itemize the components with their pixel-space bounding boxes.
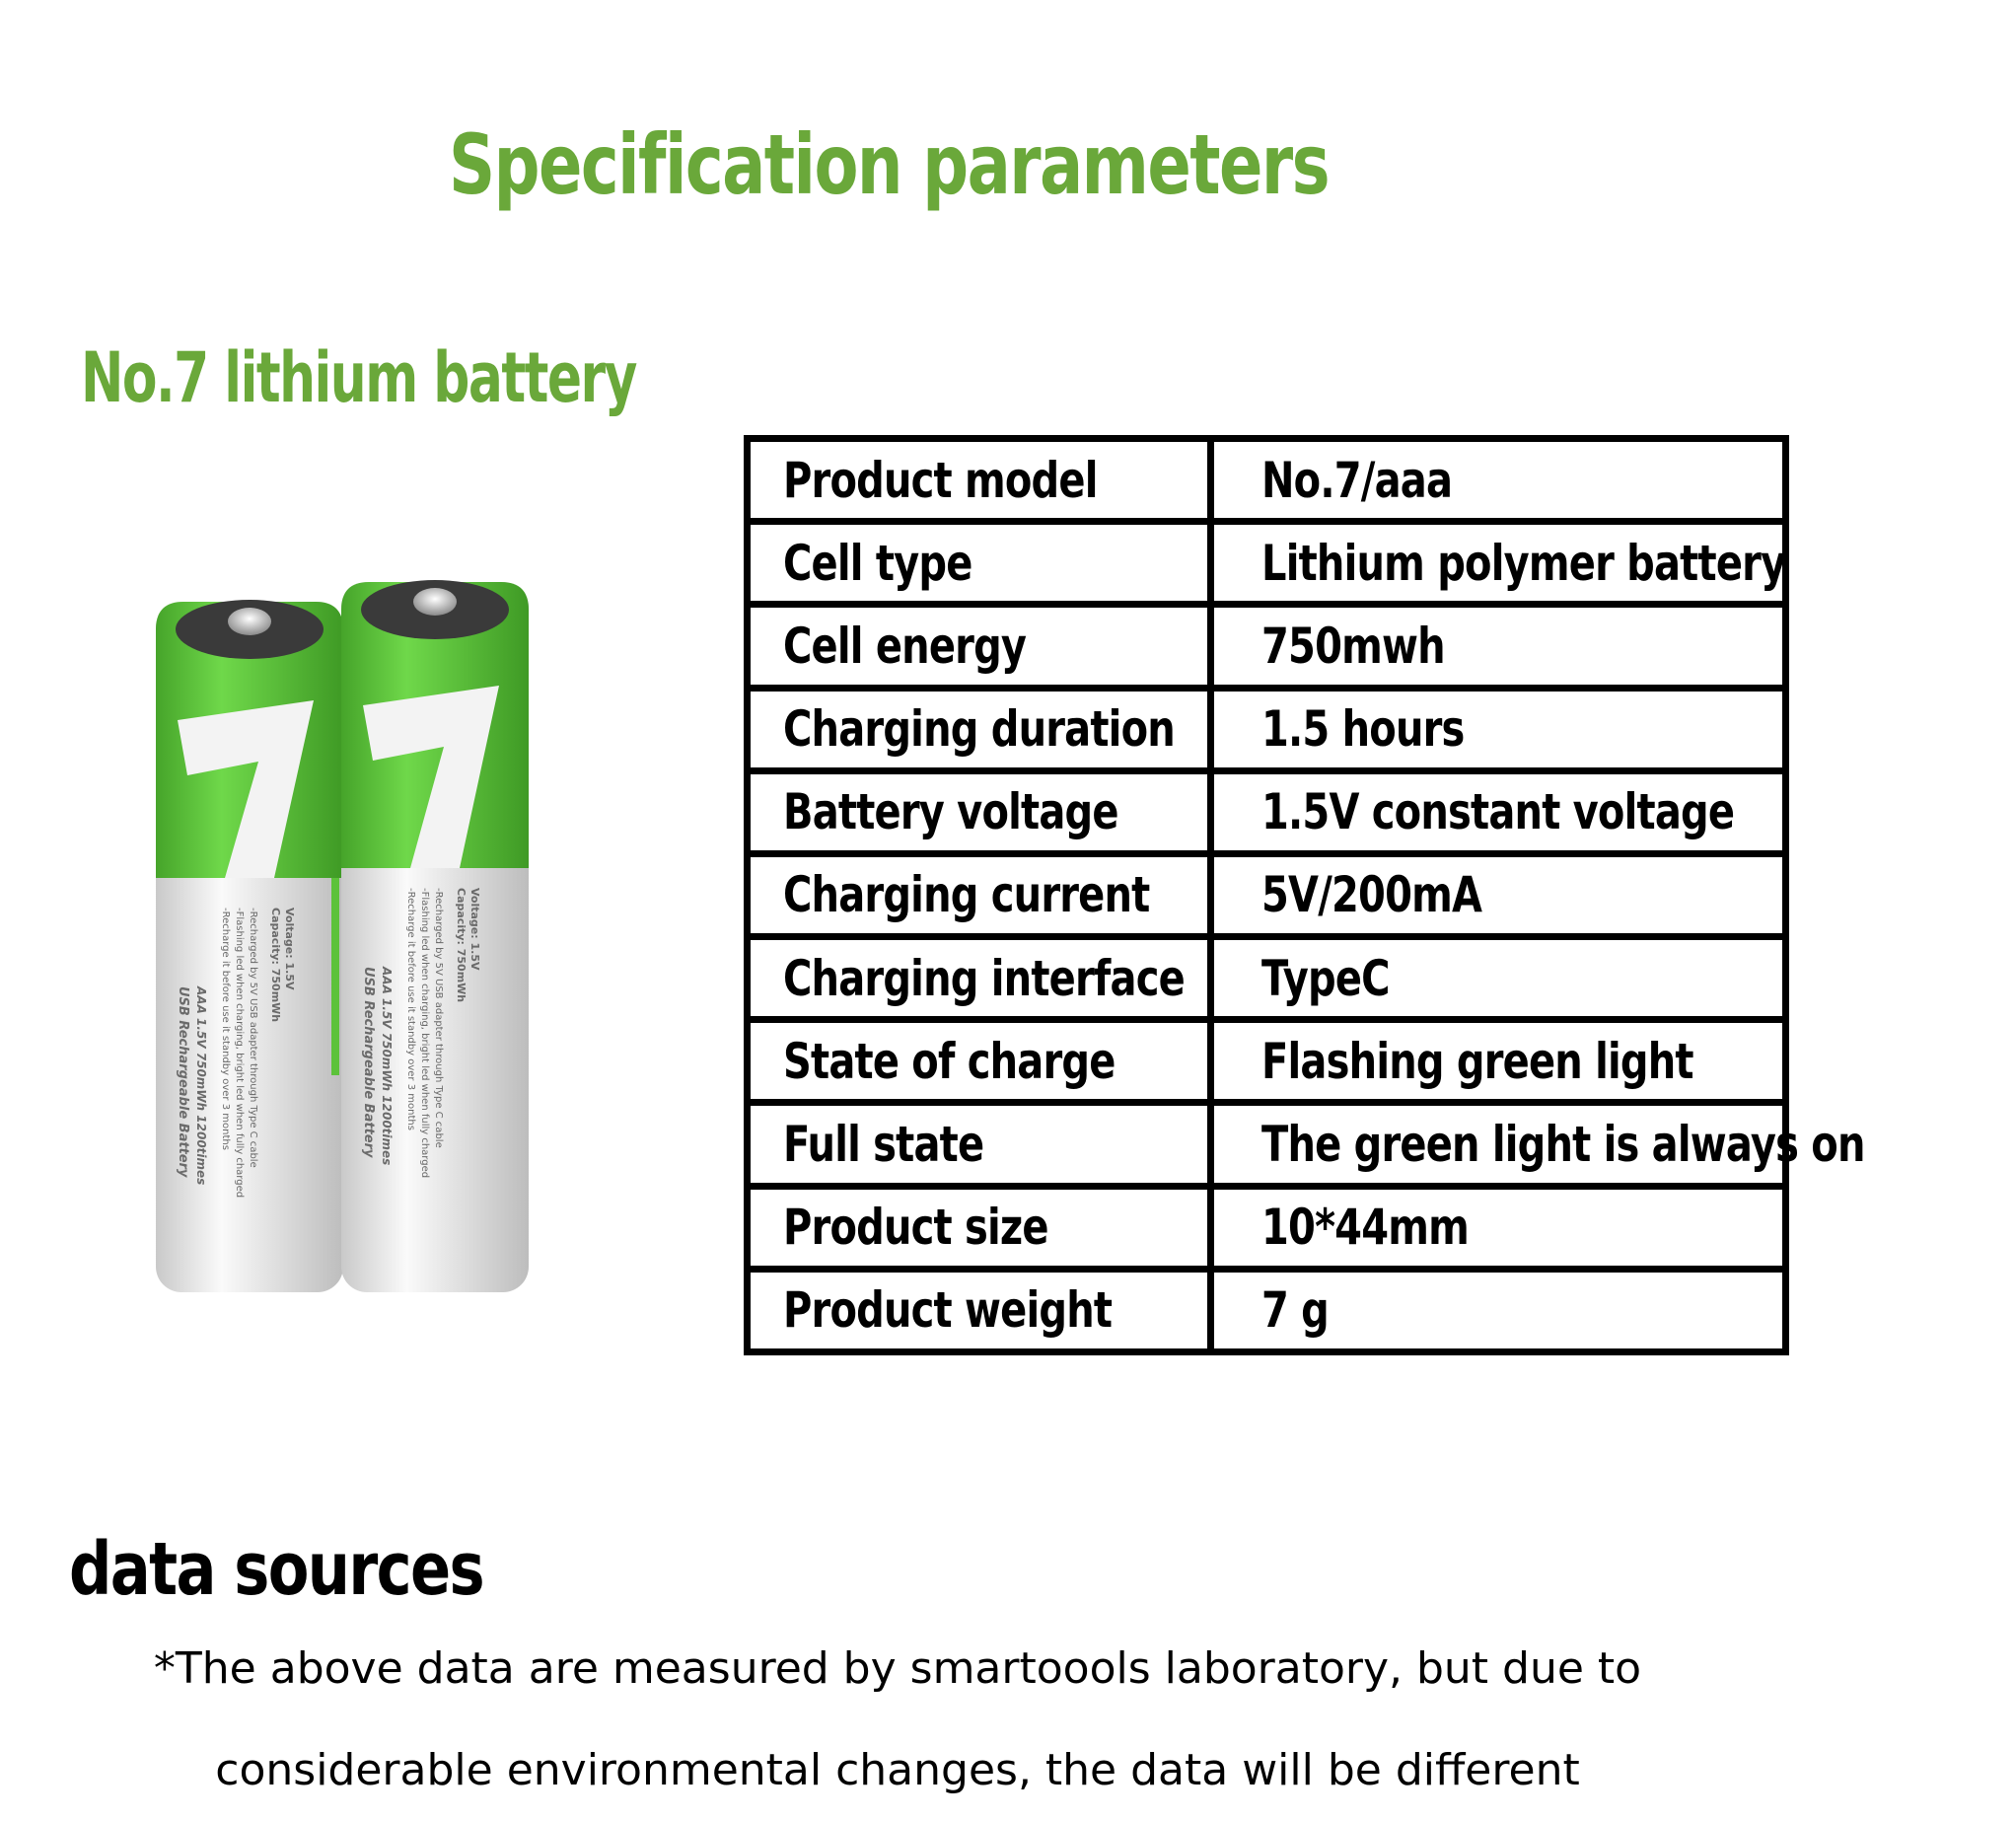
spec-label-cell bbox=[748, 937, 1211, 1020]
spec-label: Battery voltage bbox=[783, 783, 1118, 841]
battery-right bbox=[341, 580, 529, 1292]
svg-text:USB Rechargeable Battery: USB Rechargeable Battery bbox=[361, 967, 376, 1158]
spec-row bbox=[748, 439, 1786, 522]
spec-row bbox=[748, 605, 1786, 688]
svg-text:USB Rechargeable Battery: USB Rechargeable Battery bbox=[176, 986, 190, 1178]
svg-text:-Flashing led when charging, b: -Flashing led when charging, bright led when fully charged bbox=[419, 888, 430, 1179]
spec-value-cell bbox=[1211, 1186, 1786, 1269]
spec-label: Charging duration bbox=[783, 700, 1175, 759]
product-heading: No.7 lithium battery bbox=[81, 337, 636, 418]
spec-value: Lithium polymer battery bbox=[1261, 534, 1786, 592]
spec-value: 1.5V constant voltage bbox=[1261, 783, 1735, 841]
svg-text:AAA 1.5V 750mWh 1200times: AAA 1.5V 750mWh 1200times bbox=[194, 986, 208, 1186]
spec-value-cell bbox=[1211, 937, 1786, 1020]
spec-value: 7 g bbox=[1261, 1281, 1329, 1340]
spec-row bbox=[748, 770, 1786, 853]
page-title: Specification parameters bbox=[449, 116, 1330, 213]
spec-value: Flashing green light bbox=[1261, 1032, 1693, 1090]
disclaimer-text: *The above data are measured by smartoools laboratory, but due to considerable environmental changes, the data will be different bbox=[153, 1643, 1642, 1795]
spec-label: Product weight bbox=[783, 1281, 1113, 1340]
spec-value-cell bbox=[1211, 605, 1786, 688]
spec-label: Charging current bbox=[783, 866, 1150, 924]
spec-value-cell bbox=[1211, 522, 1786, 605]
svg-text:AAA 1.5V 750mWh 1200times: AAA 1.5V 750mWh 1200times bbox=[380, 967, 394, 1166]
svg-text:-Flashing led when charging, b: -Flashing led when charging, bright led when fully charged bbox=[234, 908, 245, 1199]
spec-label-cell bbox=[748, 1186, 1211, 1269]
spec-label-cell bbox=[748, 1020, 1211, 1103]
battery-left bbox=[156, 600, 343, 1292]
spec-value: 750mwh bbox=[1261, 617, 1445, 675]
spec-value: TypeC bbox=[1261, 949, 1390, 1007]
spec-value-cell bbox=[1211, 1269, 1786, 1351]
svg-text:Capacity: 750mWh: Capacity: 750mWh bbox=[455, 888, 468, 1003]
spec-table bbox=[744, 435, 1865, 1355]
spec-label-cell bbox=[748, 1269, 1211, 1351]
spec-value-cell bbox=[1211, 1103, 1865, 1186]
svg-text:Capacity: 750mWh: Capacity: 750mWh bbox=[269, 908, 282, 1023]
spec-value-cell bbox=[1211, 439, 1786, 522]
svg-text:Voltage: 1.5V: Voltage: 1.5V bbox=[283, 908, 296, 990]
spec-value-cell bbox=[1211, 1020, 1786, 1103]
svg-text:-Recharged by 5V USB adapter t: -Recharged by 5V USB adapter through Type C cable bbox=[248, 908, 258, 1168]
spec-row bbox=[748, 1020, 1786, 1103]
battery-product-image bbox=[148, 582, 542, 1312]
spec-row bbox=[748, 853, 1786, 936]
spec-value: The green light is always on bbox=[1261, 1115, 1865, 1173]
svg-text:Voltage: 1.5V: Voltage: 1.5V bbox=[468, 888, 481, 971]
spec-row bbox=[748, 688, 1786, 770]
spec-value-cell bbox=[1211, 688, 1786, 770]
data-sources-heading: data sources bbox=[69, 1527, 483, 1612]
spec-label-cell bbox=[748, 439, 1211, 522]
spec-label: Full state bbox=[783, 1115, 984, 1173]
spec-label-cell bbox=[748, 1103, 1211, 1186]
spec-label: Product model bbox=[783, 451, 1098, 509]
spec-label: State of charge bbox=[783, 1032, 1116, 1090]
spec-label-cell bbox=[748, 853, 1211, 936]
spec-label: Cell type bbox=[783, 534, 972, 592]
spec-table-body bbox=[748, 439, 1865, 1352]
spec-row bbox=[748, 1186, 1786, 1269]
svg-text:-Recharged by 5V USB adapter t: -Recharged by 5V USB adapter through Type C cable bbox=[433, 888, 444, 1148]
svg-text:-Recharge it before use it sta: -Recharge it before use it standby over 3 months bbox=[405, 888, 416, 1130]
svg-text:-Recharge it before use it sta: -Recharge it before use it standby over 3 months bbox=[220, 908, 231, 1150]
spec-label-cell bbox=[748, 605, 1211, 688]
spec-row bbox=[748, 522, 1786, 605]
spec-row bbox=[748, 1103, 1786, 1186]
spec-row bbox=[748, 937, 1786, 1020]
spec-label-cell bbox=[748, 688, 1211, 770]
spec-label-cell bbox=[748, 522, 1211, 605]
spec-value: 10*44mm bbox=[1261, 1199, 1470, 1257]
spec-row bbox=[748, 1269, 1786, 1351]
spec-label-cell bbox=[748, 770, 1211, 853]
spec-label: Product size bbox=[783, 1199, 1048, 1257]
spec-value: 1.5 hours bbox=[1261, 700, 1465, 759]
spec-label: Cell energy bbox=[783, 617, 1027, 675]
spec-value: No.7/aaa bbox=[1261, 451, 1453, 509]
spec-label: Charging interface bbox=[783, 949, 1185, 1007]
spec-value: 5V/200mA bbox=[1261, 866, 1482, 924]
spec-value-cell bbox=[1211, 853, 1786, 936]
spec-value-cell bbox=[1211, 770, 1786, 853]
